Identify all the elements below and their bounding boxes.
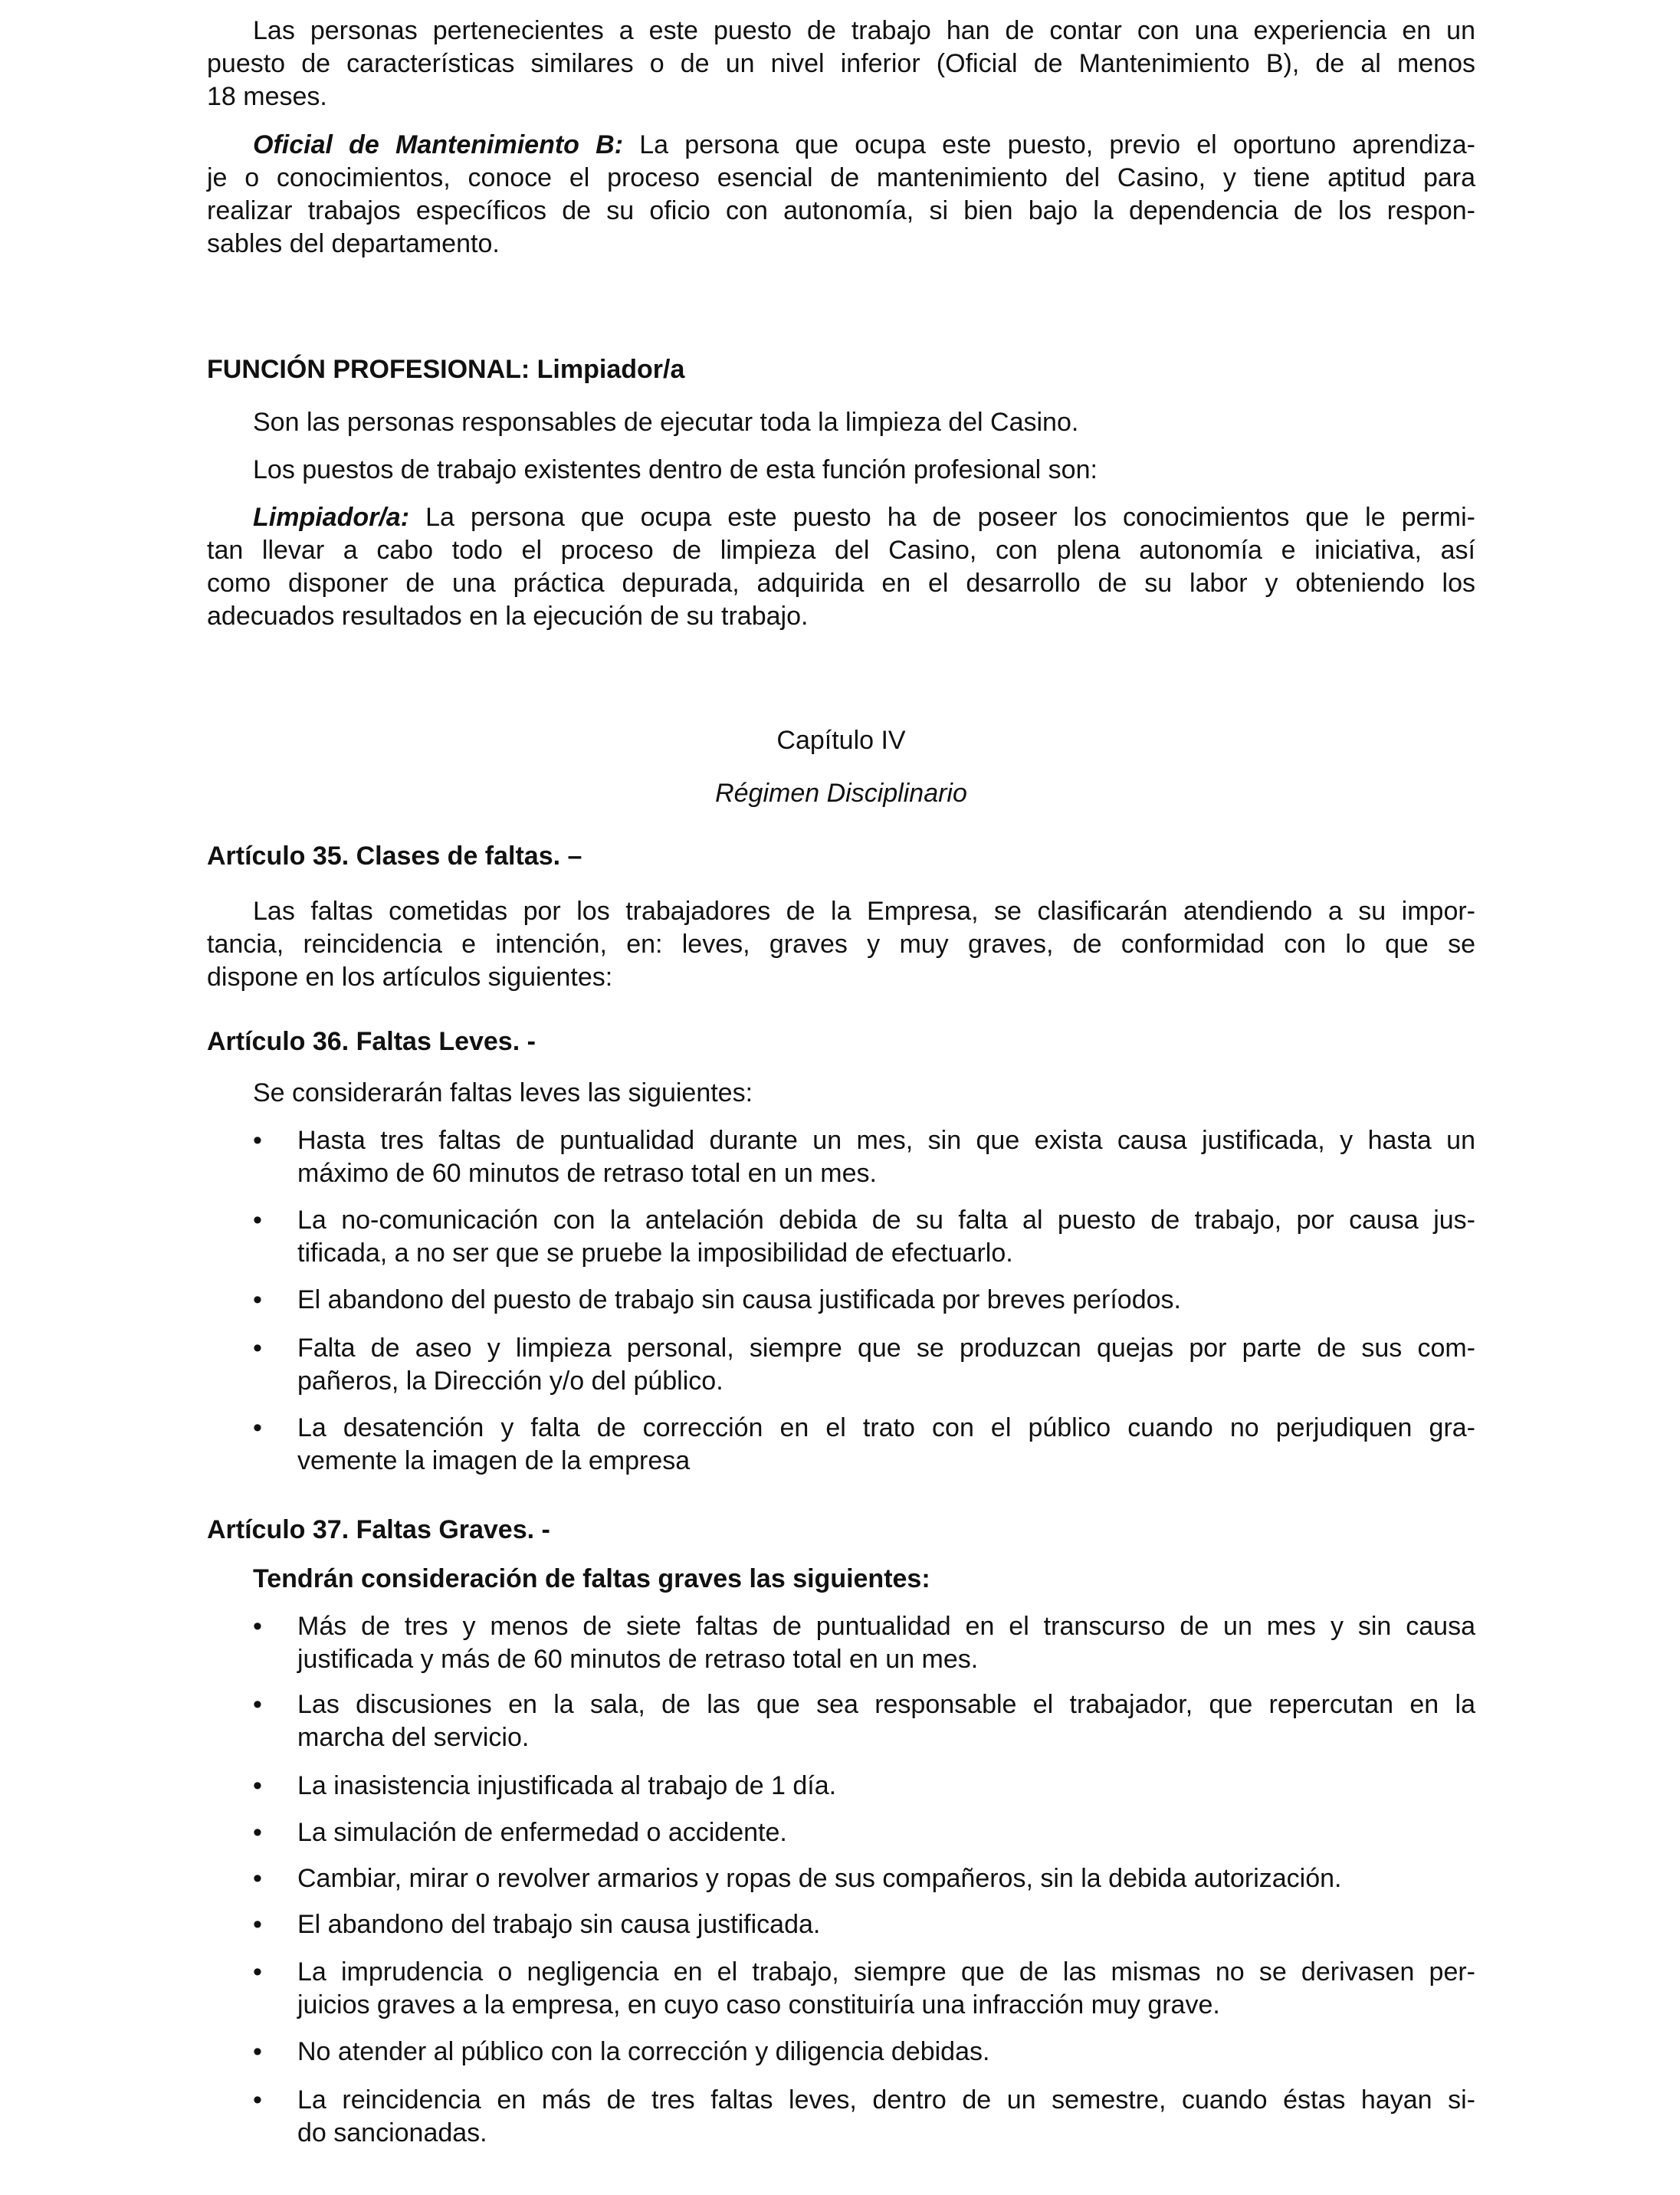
text-line: Se considerarán faltas leves las siguientes:	[253, 1078, 753, 1108]
list-item	[207, 1284, 1475, 1317]
text-line: tancia, reincidencia e intención, en: leves, graves y muy graves, de conformidad con lo que se	[207, 929, 1475, 959]
bold-paragraph	[207, 1563, 1475, 1596]
paragraph	[207, 501, 1475, 633]
list-item	[207, 1908, 1475, 1941]
text-line: Las personas pertenecientes a este puesto de trabajo han de contar con una experiencia en un	[253, 15, 1475, 45]
paragraph	[207, 1077, 1475, 1110]
text-line: No atender al público con la corrección y diligencia debidas.	[297, 2037, 990, 2067]
text-line: Los puestos de trabajo existentes dentro de esta función profesional son:	[253, 455, 1098, 485]
text-line: Artículo 35. Clases de faltas. –	[207, 842, 582, 871]
text-line: adecuados resultados en la ejecución de su trabajo.	[207, 602, 809, 632]
list-item	[207, 2036, 1475, 2069]
text-line: El abandono del puesto de trabajo sin causa justificada por breves períodos.	[297, 1285, 1181, 1315]
text-line: tificada, a no ser que se pruebe la imposibilidad de efectuarlo.	[297, 1239, 1013, 1268]
text-line	[207, 129, 1475, 162]
list-item-text	[297, 1204, 1475, 1270]
section-heading	[207, 840, 1475, 873]
text-line: máximo de 60 minutos de retraso total en un mes.	[297, 1159, 877, 1189]
list-item	[207, 1770, 1475, 1803]
section-heading	[207, 1514, 1475, 1547]
list-item-text	[297, 2036, 1475, 2069]
list-item	[207, 1862, 1475, 1895]
term-lead: Oficial de Mantenimiento B:	[253, 130, 624, 160]
text-line: juicios graves a la empresa, en cuyo caso constituiría una infracción muy grave.	[297, 1990, 1220, 2020]
paragraph	[207, 15, 1475, 113]
text-line: La no-comunicación con la antelación debida de su falta al puesto de trabajo, por causa jus-	[297, 1206, 1475, 1235]
text-line	[207, 501, 1475, 534]
list-item	[207, 1124, 1475, 1190]
text-line: Cambiar, mirar o revolver armarios y ropas de sus compañeros, sin la debida autorización.	[297, 1863, 1342, 1893]
text-line: 18 meses.	[207, 81, 327, 111]
text-line: La reincidencia en más de tres faltas leves, dentro de un semestre, cuando éstas hayan si-	[297, 2085, 1475, 2115]
list-item-text	[297, 1284, 1475, 1317]
list-item	[207, 1610, 1475, 1676]
list-item-text	[297, 1816, 1475, 1849]
list-item-text	[297, 1124, 1475, 1190]
text-line: La desatención y falta de corrección en el trato con el público cuando no perjudiquen gra-	[297, 1412, 1475, 1442]
text-line: pañeros, la Dirección y/o del público.	[297, 1366, 724, 1396]
text-line: Más de tres y menos de siete faltas de puntualidad en el transcurso de un mes y sin causa	[297, 1612, 1475, 1642]
bullet-icon: •	[253, 2085, 262, 2115]
list-item	[207, 1956, 1475, 2022]
text-line: Artículo 37. Faltas Graves. -	[207, 1515, 550, 1545]
section-heading	[207, 353, 1475, 386]
text-line: Las discusiones en la sala, de las que sea responsable el trabajador, que repercutan en la	[297, 1690, 1475, 1720]
text-line: Las faltas cometidas por los trabajadores de la Empresa, se clasificarán atendiendo a su impor-	[253, 896, 1475, 926]
list-item-text	[297, 1908, 1475, 1941]
bullet-icon: •	[253, 2037, 262, 2067]
paragraph	[207, 454, 1475, 487]
bullet-icon: •	[253, 1910, 262, 1940]
text-line: FUNCIÓN PROFESIONAL: Limpiador/a	[207, 354, 685, 384]
bullet-icon: •	[253, 1285, 262, 1315]
text-line: La imprudencia o negligencia en el trabajo, siempre que de las mismas no se derivasen per-	[297, 1957, 1475, 1987]
list-item-text	[297, 1412, 1475, 1478]
bullet-icon: •	[253, 1333, 262, 1363]
paragraph	[207, 895, 1475, 994]
section-heading	[207, 1025, 1475, 1058]
text-line: sables del departamento.	[207, 229, 500, 259]
bullet-icon: •	[253, 1412, 262, 1442]
list-item-text	[297, 2084, 1475, 2150]
text-line: vemente la imagen de la empresa	[297, 1445, 691, 1475]
chapter-title	[207, 724, 1475, 757]
text-run: La persona que ocupa este puesto, previo el oportuno aprendiza-	[623, 130, 1475, 160]
list-item-text	[297, 1770, 1475, 1803]
text-line: El abandono del trabajo sin causa justificada.	[297, 1910, 821, 1940]
bullet-icon: •	[253, 1863, 262, 1893]
bullet-icon: •	[253, 1957, 262, 1987]
list-item-text	[297, 1862, 1475, 1895]
list-item	[207, 2084, 1475, 2150]
bullet-icon: •	[253, 1206, 262, 1235]
list-item-text	[297, 1956, 1475, 2022]
text-line: Tendrán consideración de faltas graves las siguientes:	[253, 1563, 930, 1593]
paragraph	[207, 406, 1475, 439]
text-line: dispone en los artículos siguientes:	[207, 962, 613, 992]
text-line: La simulación de enfermedad o accidente.	[297, 1817, 787, 1847]
text-line: La inasistencia injustificada al trabajo de 1 día.	[297, 1771, 837, 1801]
bullet-icon: •	[253, 1126, 262, 1156]
text-line: do sancionadas.	[297, 2118, 487, 2147]
list-item	[207, 1204, 1475, 1270]
text-line: je o conocimientos, conoce el proceso esencial de mantenimiento del Casino, y tiene aptitud para	[207, 163, 1475, 193]
chapter-subtitle	[207, 777, 1475, 810]
text-line: justificada y más de 60 minutos de retraso total en un mes.	[297, 1645, 979, 1675]
list-item	[207, 1816, 1475, 1849]
bullet-icon: •	[253, 1817, 262, 1847]
term-lead: Limpiador/a:	[253, 503, 410, 533]
text-line: realizar trabajos específicos de su oficio con autonomía, si bien bajo la dependencia de los respon-	[207, 196, 1475, 226]
text-line: tan llevar a cabo todo el proceso de limpieza del Casino, con plena autonomía e iniciativa, así	[207, 536, 1475, 566]
list-item	[207, 1412, 1475, 1478]
bullet-icon: •	[253, 1771, 262, 1801]
text-line: puesto de características similares o de un nivel inferior (Oficial de Mantenimiento B), de al menos	[207, 48, 1475, 78]
text-line: Artículo 36. Faltas Leves. -	[207, 1026, 536, 1056]
list-item-text	[297, 1332, 1475, 1398]
list-item	[207, 1332, 1475, 1398]
text-run: La persona que ocupa este puesto ha de poseer los conocimientos que le permi-	[409, 503, 1475, 533]
list-item-text	[297, 1610, 1475, 1676]
text-line: Son las personas responsables de ejecutar toda la limpieza del Casino.	[253, 408, 1079, 438]
bullet-icon: •	[253, 1612, 262, 1642]
text-line: Falta de aseo y limpieza personal, siempre que se produzcan quejas por parte de sus com-	[297, 1333, 1475, 1363]
text-line: como disponer de una práctica depurada, adquirida en el desarrollo de su labor y obteniendo los	[207, 569, 1475, 599]
bullet-icon: •	[253, 1690, 262, 1720]
paragraph	[207, 129, 1475, 261]
list-item-text	[297, 1688, 1475, 1754]
list-item	[207, 1688, 1475, 1754]
text-line: Hasta tres faltas de puntualidad durante un mes, sin que exista causa justificada, y hasta un	[297, 1126, 1475, 1156]
text-line: Régimen Disciplinario	[715, 779, 967, 809]
text-line: marcha del servicio.	[297, 1723, 530, 1753]
text-line: Capítulo IV	[776, 725, 906, 755]
